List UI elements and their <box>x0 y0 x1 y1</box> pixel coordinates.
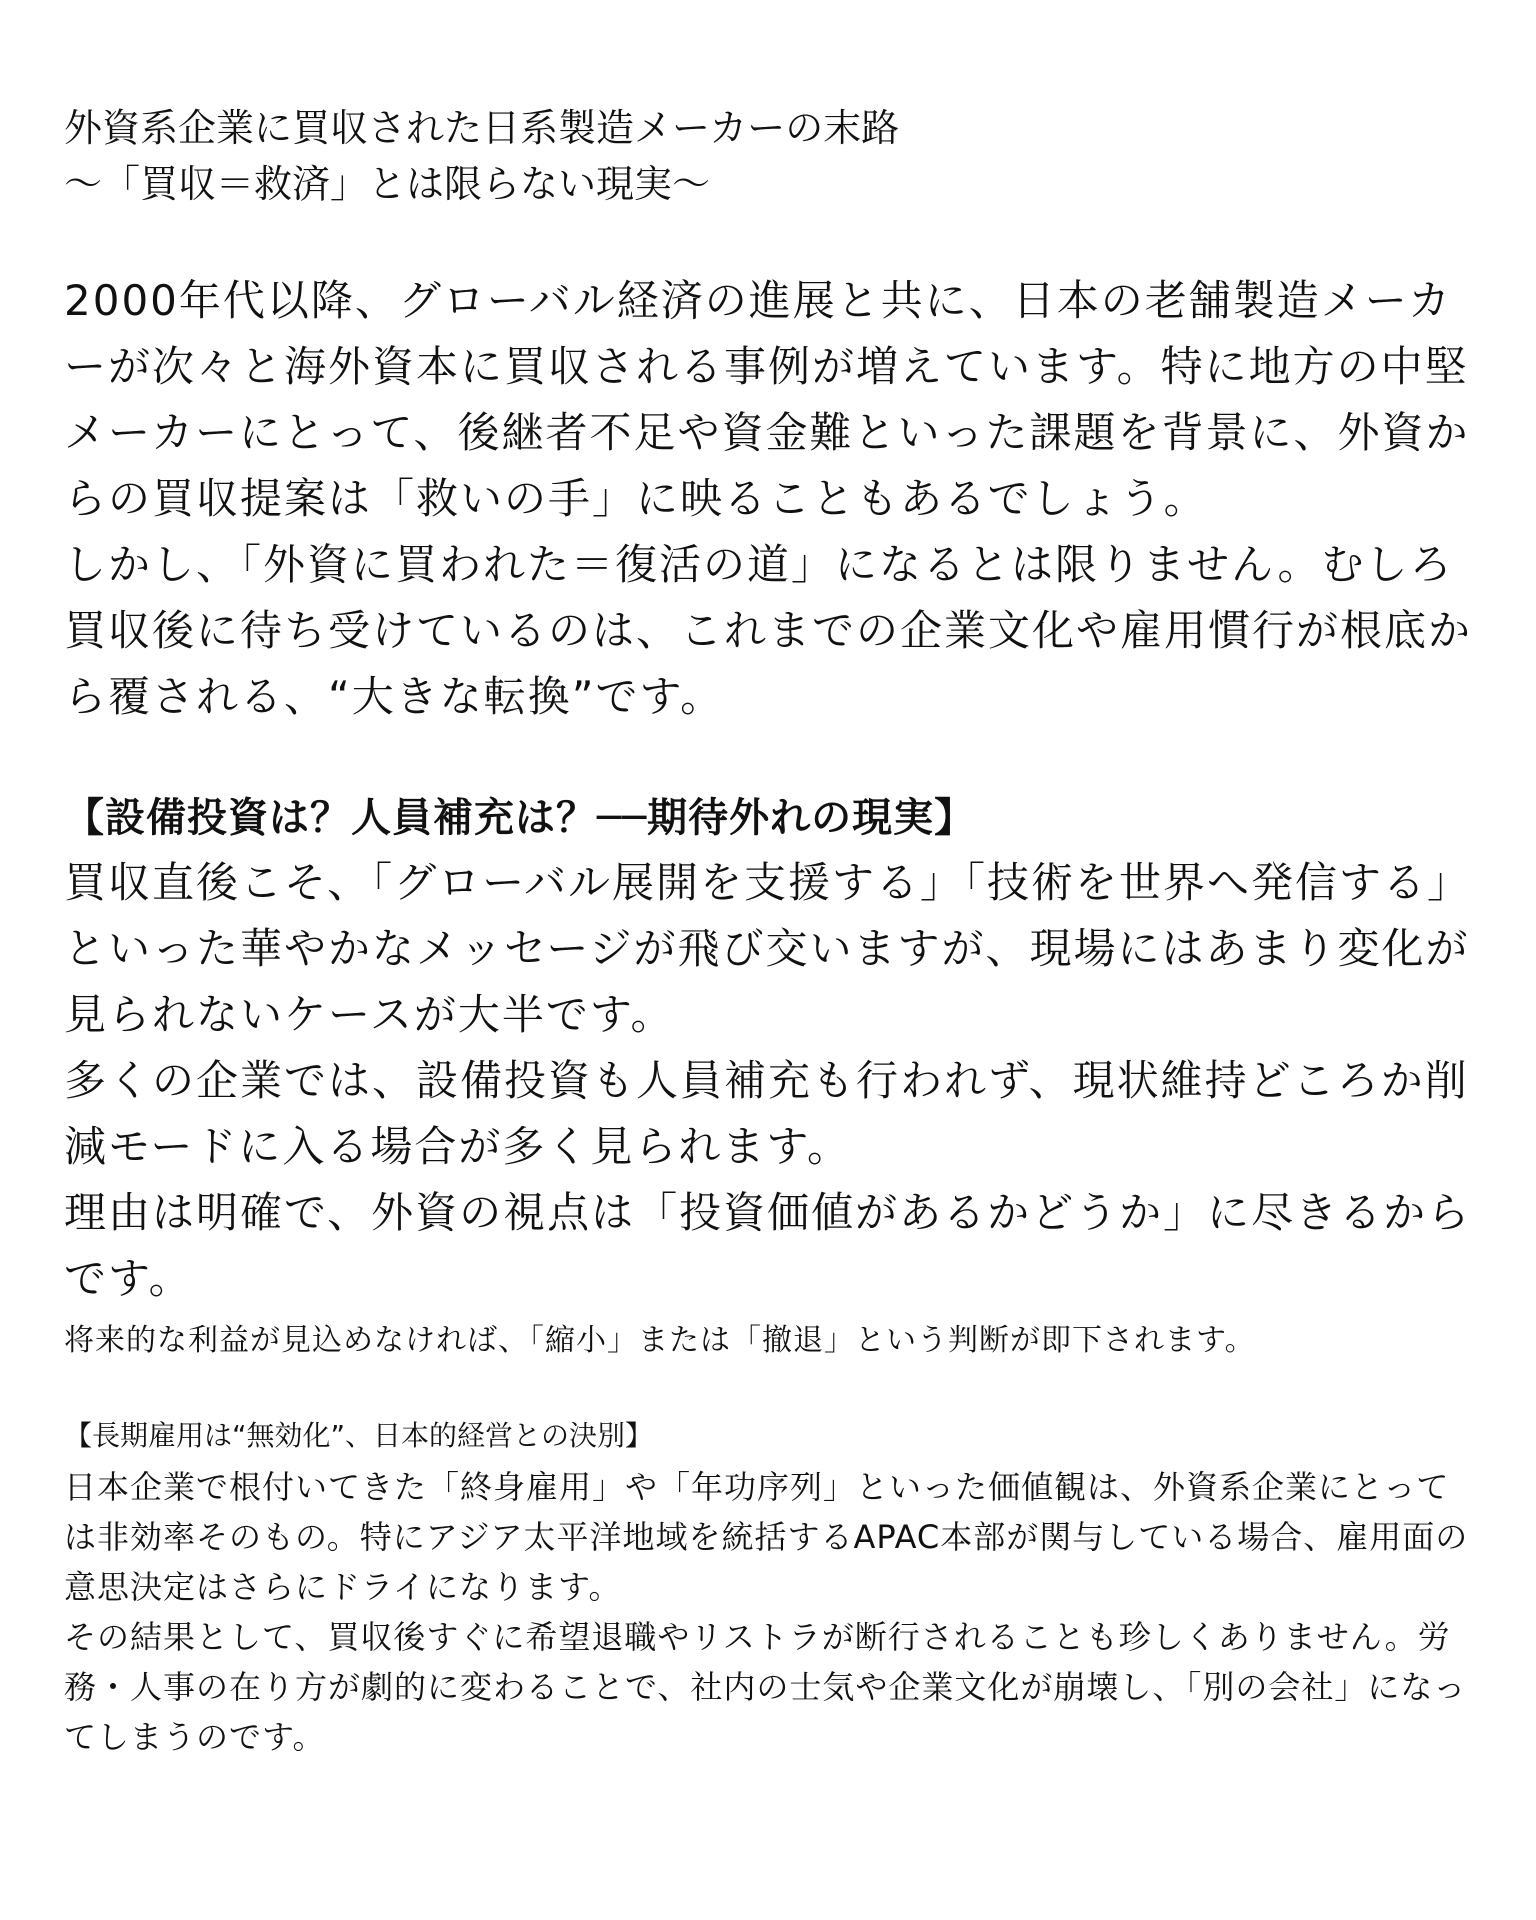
section-paragraph: 将来的な利益が見込めなければ、「縮小」または「撤退」という判断が即下されます。 <box>64 1323 1256 1358</box>
intro-section <box>64 268 1476 730</box>
section-investment <box>64 790 1476 1364</box>
section-heading: 【長期雇用は“無効化”、日本的経営との決別】 <box>64 1419 654 1452</box>
section-paragraph: 買収直後こそ、「グローバル展開を支援する」「技術を世界へ発信する」といった華やかなメッセージが飛び交いますが、現場にはあまり変化が見られないケースが大半です。 <box>64 858 1472 1039</box>
intro-paragraph: 2000年代以降、グローバル経済の進展と共に、日本の老舗製造メーカーが次々と海外資本に買収される事例が増えています。特に地方の中堅メーカーにとって、後継者不足や資金難といった課題を背景に、外資からの買収提案は「救いの手」に映ることもあるでしょう。 <box>64 276 1470 523</box>
section-paragraph: その結果として、買収後すぐに希望退職やリストラが断行されることも珍しくありません。労務・人事の在り方が劇的に変わることで、社内の士気や企業文化が崩壊し、「別の会社」になってしまうのです。 <box>64 1618 1467 1756</box>
article <box>64 100 1476 1762</box>
section-employment <box>64 1414 1476 1762</box>
title-block <box>64 100 1476 212</box>
section-paragraph: 多くの企業では、設備投資も人員補充も行われず、現状維持どころか削減モードに入る場合が多く見られます。 <box>64 1056 1469 1171</box>
spacer <box>64 212 1476 268</box>
section-paragraph: 理由は明確で、外資の視点は「投資価値があるかどうか」に尽きるからです。 <box>64 1188 1472 1303</box>
article-title: 外資系企業に買収された日系製造メーカーの末路 <box>64 106 900 150</box>
intro-paragraph: しかし、「外資に買われた＝復活の道」になるとは限りません。むしろ買収後に待ち受けているのは、これまでの企業文化や雇用慣行が根底から覆される、“大きな転換”です。 <box>64 540 1473 721</box>
section-heading: 【設備投資は？人員補充は？──期待外れの現実】 <box>64 795 976 841</box>
article-subtitle: 〜「買収＝救済」とは限らない現実〜 <box>64 162 711 206</box>
section-paragraph: 日本企業で根付いてきた「終身雇用」や「年功序列」といった価値観は、外資系企業にとっては非効率そのもの。特にアジア太平洋地域を統括するAPAC本部が関与している場合、雇用面の意思決定はさらにドライになります。 <box>64 1468 1469 1606</box>
